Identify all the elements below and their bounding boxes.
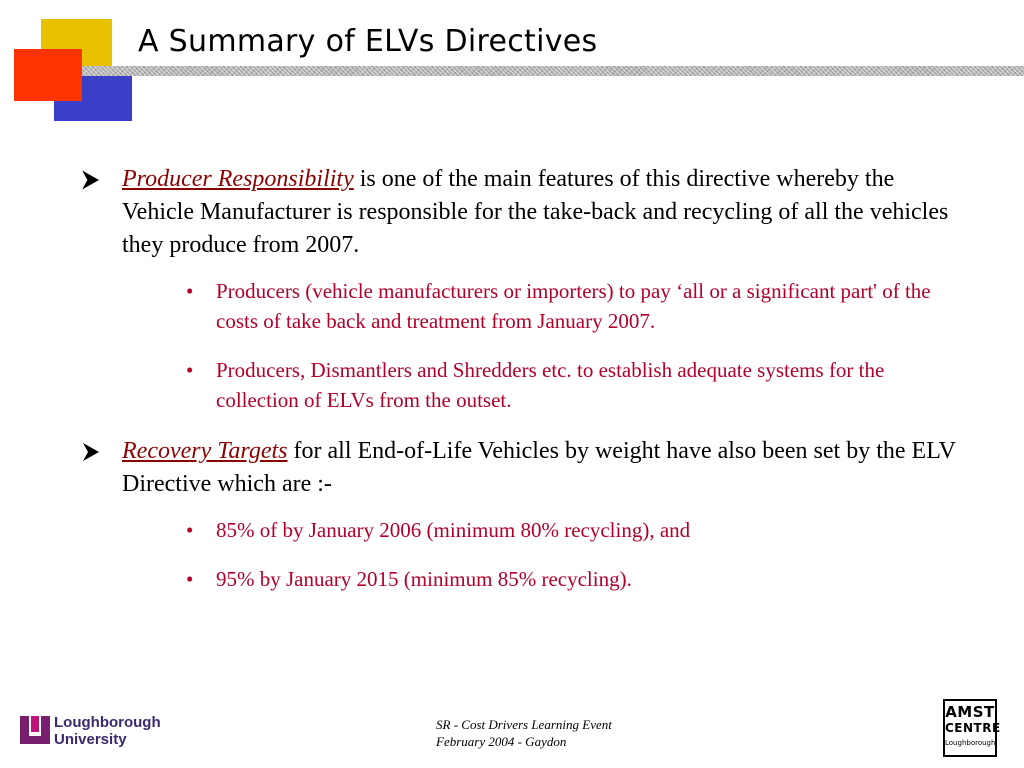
- footer-line-1: SR - Cost Drivers Learning Event: [436, 717, 612, 732]
- university-crest-icon: [20, 714, 50, 748]
- bullet-dot-icon: •: [186, 279, 194, 303]
- list-item: [122, 276, 960, 336]
- footer-note: [436, 716, 612, 750]
- list-item: [122, 564, 960, 594]
- list-item: [122, 355, 960, 415]
- footer-line-2: February 2004 - Gaydon: [436, 734, 567, 749]
- amst-logo-line-3: Loughborough: [945, 739, 996, 747]
- term-recovery-targets: Recovery Targets: [122, 438, 288, 464]
- slide-body: [80, 163, 960, 613]
- main-point-producer-responsibility: [80, 163, 960, 415]
- loughborough-university-logo: [20, 714, 180, 750]
- amst-centre-logo: [943, 699, 1001, 757]
- bullet-dot-icon: •: [186, 358, 194, 382]
- title-rule: [82, 66, 1024, 76]
- arrow-bullet-icon: [80, 441, 102, 463]
- logo-line-1: Loughborough: [54, 714, 161, 731]
- amst-logo-line-2: CENTRE: [945, 721, 1001, 735]
- slide-title: A Summary of ELVs Directives: [138, 24, 598, 59]
- subpoint-list: [122, 515, 960, 594]
- arrow-bullet-icon: [80, 169, 102, 191]
- subpoint-text: Producers, Dismantlers and Shredders etc. to establish adequate systems for the collection of ELVs from the outset.: [216, 358, 885, 412]
- subpoint-text: Producers (vehicle manufacturers or importers) to pay ‘all or a significant part' of the costs of take back and treatment from January 2007.: [216, 279, 931, 333]
- amst-logo-line-1: AMST: [945, 703, 995, 721]
- term-producer-responsibility: Producer Responsibility: [122, 166, 354, 192]
- bullet-dot-icon: •: [186, 567, 194, 591]
- main-point-text: for all End-of-Life Vehicles by weight have also been set by the ELV Directive which are :-: [122, 438, 956, 497]
- main-point-recovery-targets: [80, 435, 960, 594]
- subpoint-text: 95% by January 2015 (minimum 85% recycling).: [216, 567, 632, 591]
- subpoint-list: [122, 276, 960, 415]
- bullet-dot-icon: •: [186, 518, 194, 542]
- subpoint-text: 85% of by January 2006 (minimum 80% recycling), and: [216, 518, 691, 542]
- main-point-text: is one of the main features of this directive whereby the Vehicle Manufacturer is responsible for the take-back and recycling of all the vehicles they produce from 2007.: [122, 166, 949, 258]
- logo-line-2: University: [54, 731, 127, 748]
- decor-square-red: [14, 49, 82, 101]
- list-item: [122, 515, 960, 545]
